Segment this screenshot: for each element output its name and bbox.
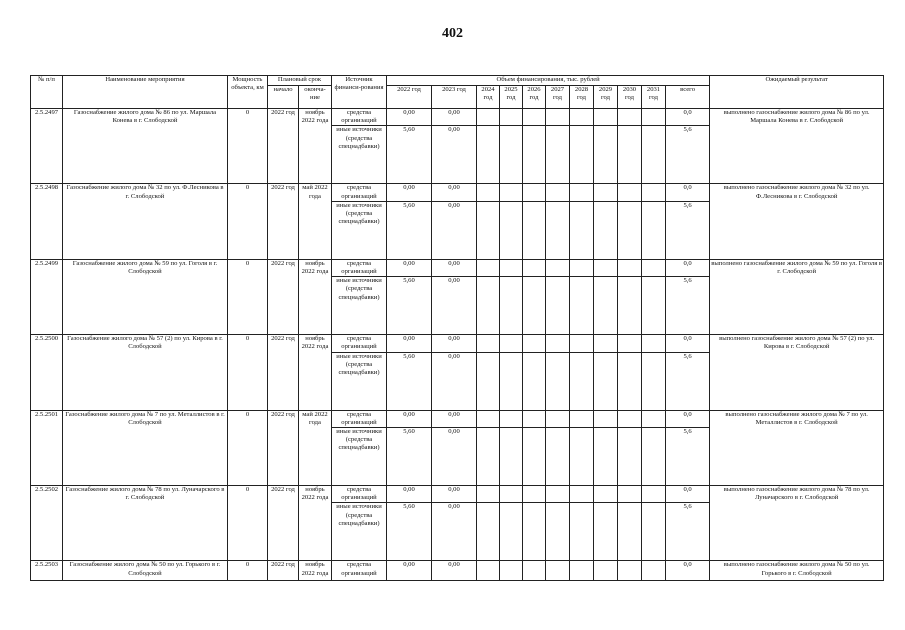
table-row [31,486,884,503]
row-expected-result: выполнено газоснабжение жилого дома № 59 по ул. Гоголя в г. Слободской [710,259,884,334]
empty-cell [642,335,666,352]
row-source-organizations: средства организаций [332,259,387,276]
row-capacity: 0 [228,109,268,184]
empty-cell [546,561,570,581]
row-value-2023: 0,00 [432,486,477,503]
row-value-2022: 5,60 [387,277,432,335]
empty-cell [523,126,546,184]
row-value-2022: 0,00 [387,109,432,126]
empty-cell [477,126,500,184]
empty-cell [642,184,666,201]
row-capacity: 0 [228,561,268,581]
row-value-2022: 0,00 [387,486,432,503]
row-source-other: иные источники (средства спецнадбавки) [332,428,387,486]
empty-cell [500,486,523,503]
empty-cell [594,126,618,184]
row-total: 5,6 [666,352,710,410]
row-total: 0,0 [666,561,710,581]
row-capacity: 0 [228,335,268,410]
empty-cell [570,277,594,335]
empty-cell [642,352,666,410]
header-num: № п/п [31,76,63,109]
row-capacity: 0 [228,486,268,561]
empty-cell [477,109,500,126]
row-total: 0,0 [666,184,710,201]
empty-cell [570,201,594,259]
empty-cell [477,335,500,352]
row-capacity: 0 [228,410,268,485]
empty-cell [500,109,523,126]
empty-cell [500,126,523,184]
row-number: 2.5.2501 [31,410,63,485]
empty-cell [523,184,546,201]
empty-cell [500,335,523,352]
header-funding: Объем финансирования, тыс. рублей [387,76,710,86]
empty-cell [500,428,523,486]
row-number: 2.5.2503 [31,561,63,581]
empty-cell [642,259,666,276]
row-project-name: Газоснабжение жилого дома № 59 по ул. Гоголя в г. Слободской [63,259,228,334]
empty-cell [618,277,642,335]
row-total: 5,6 [666,277,710,335]
empty-cell [477,561,500,581]
table-row [31,259,884,276]
empty-cell [546,503,570,561]
row-source-other: иные источники (средства спецнадбавки) [332,352,387,410]
empty-cell [500,201,523,259]
row-total: 5,6 [666,428,710,486]
empty-cell [594,410,618,427]
empty-cell [546,277,570,335]
header-year-2027: 2027 год [546,86,570,109]
empty-cell [642,201,666,259]
empty-cell [523,201,546,259]
row-source-organizations: средства организаций [332,109,387,126]
empty-cell [546,184,570,201]
row-start: 2022 год [268,259,299,334]
row-total: 5,6 [666,201,710,259]
row-value-2023: 0,00 [432,428,477,486]
empty-cell [594,503,618,561]
empty-cell [523,486,546,503]
empty-cell [500,277,523,335]
empty-cell [546,428,570,486]
empty-cell [500,561,523,581]
empty-cell [642,561,666,581]
row-total: 0,0 [666,486,710,503]
empty-cell [500,352,523,410]
row-value-2022: 0,00 [387,184,432,201]
row-project-name: Газоснабжение жилого дома № 86 по ул. Маршала Конева в г. Слободской [63,109,228,184]
row-value-2022: 0,00 [387,259,432,276]
row-end: май 2022 года [299,184,332,259]
row-end: май 2022 года [299,410,332,485]
header-start: начало [268,86,299,109]
empty-cell [642,126,666,184]
empty-cell [523,428,546,486]
empty-cell [477,428,500,486]
empty-cell [546,126,570,184]
header-result: Ожидаемый результат [710,76,884,109]
empty-cell [642,503,666,561]
empty-cell [477,486,500,503]
empty-cell [500,259,523,276]
empty-cell [570,259,594,276]
row-total: 0,0 [666,410,710,427]
empty-cell [570,486,594,503]
row-value-2022: 0,00 [387,410,432,427]
empty-cell [618,259,642,276]
row-value-2023: 0,00 [432,184,477,201]
row-start: 2022 год [268,109,299,184]
table-row [31,410,884,427]
empty-cell [642,109,666,126]
empty-cell [523,277,546,335]
row-project-name: Газоснабжение жилого дома № 50 по ул. Горького в г. Слободской [63,561,228,581]
empty-cell [618,486,642,503]
empty-cell [570,126,594,184]
empty-cell [594,109,618,126]
empty-cell [594,259,618,276]
row-end: ноябрь 2022 года [299,335,332,410]
funding-table [30,75,884,581]
empty-cell [570,428,594,486]
row-source-organizations: средства организаций [332,184,387,201]
row-source-other: иные источники (средства спецнадбавки) [332,201,387,259]
row-expected-result: выполнено газоснабжение жилого дома № 86 по ул. Маршала Конева в г. Слободской [710,109,884,184]
empty-cell [618,428,642,486]
empty-cell [570,410,594,427]
row-project-name: Газоснабжение жилого дома № 32 по ул. Ф.Лесникова в г. Слободской [63,184,228,259]
row-total: 5,6 [666,126,710,184]
empty-cell [477,184,500,201]
row-value-2023: 0,00 [432,561,477,581]
empty-cell [618,184,642,201]
empty-cell [523,410,546,427]
row-capacity: 0 [228,184,268,259]
row-project-name: Газоснабжение жилого дома № 57 (2) по ул. Кирова в г. Слободской [63,335,228,410]
empty-cell [594,428,618,486]
row-expected-result: выполнено газоснабжение жилого дома № 32 по ул. Ф.Лесникова в г. Слободской [710,184,884,259]
row-source-other: иные источники (средства спецнадбавки) [332,277,387,335]
empty-cell [618,335,642,352]
empty-cell [618,201,642,259]
empty-cell [523,109,546,126]
row-value-2023: 0,00 [432,201,477,259]
row-value-2023: 0,00 [432,109,477,126]
empty-cell [570,335,594,352]
empty-cell [500,184,523,201]
header-planned-period: Плановый срок [268,76,332,86]
row-source-organizations: средства организаций [332,486,387,503]
empty-cell [546,352,570,410]
empty-cell [570,561,594,581]
empty-cell [546,109,570,126]
row-source-organizations: средства организаций [332,410,387,427]
empty-cell [523,561,546,581]
row-value-2023: 0,00 [432,126,477,184]
table-row [31,184,884,201]
empty-cell [594,335,618,352]
row-value-2022: 5,60 [387,201,432,259]
row-value-2023: 0,00 [432,410,477,427]
row-number: 2.5.2498 [31,184,63,259]
row-number: 2.5.2499 [31,259,63,334]
row-end: ноябрь 2022 года [299,259,332,334]
header-name: Наименование мероприятия [63,76,228,109]
row-source-organizations: средства организаций [332,561,387,581]
empty-cell [594,277,618,335]
row-number: 2.5.2502 [31,486,63,561]
row-source-organizations: средства организаций [332,335,387,352]
empty-cell [618,109,642,126]
empty-cell [546,486,570,503]
row-total: 0,0 [666,259,710,276]
header-year-2025: 2025 год [500,86,523,109]
header-end: оконча-ние [299,86,332,109]
row-start: 2022 год [268,184,299,259]
empty-cell [523,503,546,561]
row-value-2023: 0,00 [432,352,477,410]
header-source: Источник финанси-рования [332,76,387,109]
empty-cell [570,184,594,201]
row-project-name: Газоснабжение жилого дома № 78 по ул. Луначарского в г. Слободской [63,486,228,561]
row-expected-result: выполнено газоснабжение жилого дома № 57 (2) по ул. Кирова в г. Слободской [710,335,884,410]
empty-cell [594,486,618,503]
row-source-other: иные источники (средства спецнадбавки) [332,126,387,184]
empty-cell [618,561,642,581]
table-row [31,561,884,581]
row-value-2022: 5,60 [387,428,432,486]
empty-cell [477,201,500,259]
empty-cell [570,503,594,561]
row-expected-result: выполнено газоснабжение жилого дома № 50 по ул. Горького в г. Слободской [710,561,884,581]
header-capacity: Мощность объекта, км [228,76,268,109]
empty-cell [594,201,618,259]
header-row [31,76,884,86]
row-value-2023: 0,00 [432,503,477,561]
empty-cell [594,352,618,410]
header-year-2029: 2029 год [594,86,618,109]
page-number: 402 [442,26,463,41]
row-expected-result: выполнено газоснабжение жилого дома № 7 по ул. Металлистов в г. Слободской [710,410,884,485]
row-total: 0,0 [666,335,710,352]
empty-cell [546,201,570,259]
row-total: 0,0 [666,109,710,126]
empty-cell [546,335,570,352]
row-end: ноябрь 2022 года [299,561,332,581]
row-start: 2022 год [268,410,299,485]
empty-cell [500,410,523,427]
empty-cell [477,410,500,427]
row-end: ноябрь 2022 года [299,486,332,561]
empty-cell [500,503,523,561]
header-total: всего [666,86,710,109]
empty-cell [523,335,546,352]
empty-cell [570,109,594,126]
row-value-2022: 5,60 [387,126,432,184]
empty-cell [618,352,642,410]
empty-cell [546,410,570,427]
row-value-2023: 0,00 [432,335,477,352]
row-source-other: иные источники (средства спецнадбавки) [332,503,387,561]
empty-cell [642,277,666,335]
empty-cell [594,184,618,201]
empty-cell [523,259,546,276]
empty-cell [642,410,666,427]
header-year-2030: 2030 год [618,86,642,109]
row-value-2022: 0,00 [387,335,432,352]
empty-cell [618,503,642,561]
empty-cell [523,352,546,410]
row-value-2023: 0,00 [432,259,477,276]
empty-cell [594,561,618,581]
empty-cell [642,486,666,503]
empty-cell [570,352,594,410]
empty-cell [477,503,500,561]
header-year-2024: 2024 год [477,86,500,109]
empty-cell [618,410,642,427]
row-value-2022: 0,00 [387,561,432,581]
header-year-2022: 2022 год [387,86,432,109]
row-start: 2022 год [268,335,299,410]
empty-cell [618,126,642,184]
table-row [31,335,884,352]
header-year-2028: 2028 год [570,86,594,109]
row-expected-result: выполнено газоснабжение жилого дома № 78 по ул. Луначарского в г. Слободской [710,486,884,561]
row-start: 2022 год [268,486,299,561]
empty-cell [477,259,500,276]
row-project-name: Газоснабжение жилого дома № 7 по ул. Металлистов в г. Слободской [63,410,228,485]
row-end: ноябрь 2022 года [299,109,332,184]
row-number: 2.5.2500 [31,335,63,410]
empty-cell [477,277,500,335]
header-year-2026: 2026 год [523,86,546,109]
row-value-2023: 0,00 [432,277,477,335]
header-year-2031: 2031 год [642,86,666,109]
empty-cell [642,428,666,486]
empty-cell [546,259,570,276]
header-year-2023: 2023 год [432,86,477,109]
row-number: 2.5.2497 [31,109,63,184]
row-value-2022: 5,60 [387,503,432,561]
row-start: 2022 год [268,561,299,581]
empty-cell [477,352,500,410]
row-value-2022: 5,60 [387,352,432,410]
table-row [31,109,884,126]
row-capacity: 0 [228,259,268,334]
row-total: 5,6 [666,503,710,561]
